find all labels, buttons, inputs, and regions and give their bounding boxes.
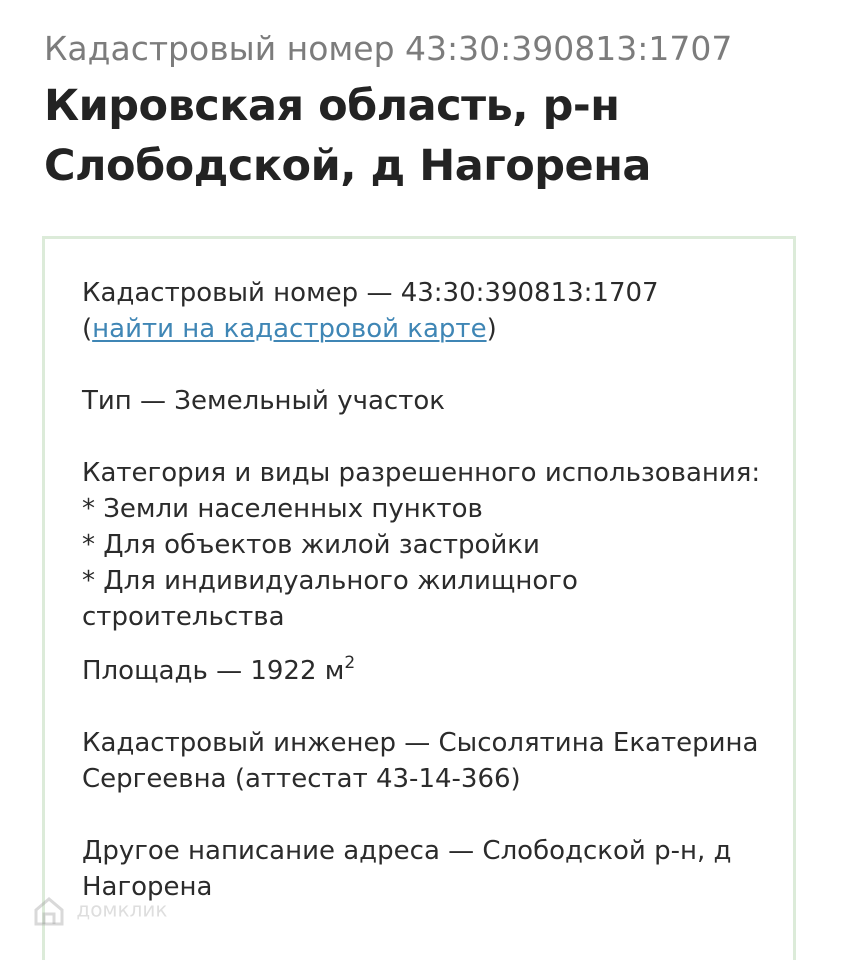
area-text: Площадь — 1922 м — [82, 656, 345, 686]
area-row — [82, 653, 772, 689]
type-row: Тип — Земельный участок — [82, 386, 445, 416]
area-unit-superscript: 2 — [344, 653, 356, 673]
cadastral-number-row — [82, 275, 772, 347]
engineer-row: Кадастровый инженер — Сысолятина Екатерина Сергеевна (аттестат 43-14-366) — [82, 728, 759, 794]
property-details-body — [82, 275, 772, 905]
cadastral-map-link[interactable]: найти на кадастровой карте — [92, 314, 487, 344]
category-heading: Категория и виды разрешенного использования: — [82, 458, 761, 488]
alt-address-row: Другое написание адреса — Слободской р-н, д Нагорена — [82, 836, 732, 902]
house-logo-icon — [32, 894, 66, 928]
page-title: Кировская область, р-н Слободской, д Нагорена — [44, 81, 651, 191]
link-paren-open: ( — [82, 314, 93, 344]
property-details-card — [42, 236, 796, 960]
category-item: * Земли населенных пунктов — [82, 494, 483, 524]
category-item: * Для объектов жилой застройки — [82, 530, 540, 560]
cadastral-number-text: Кадастровый номер — 43:30:390813:1707 — [82, 278, 659, 308]
watermark — [32, 894, 167, 928]
cadastral-number-subtitle: Кадастровый номер 43:30:390813:1707 — [44, 29, 733, 68]
category-item: * Для индивидуального жилищного строительства — [82, 566, 578, 632]
watermark-text: домклик — [76, 897, 168, 922]
link-paren-close: ) — [486, 314, 497, 344]
